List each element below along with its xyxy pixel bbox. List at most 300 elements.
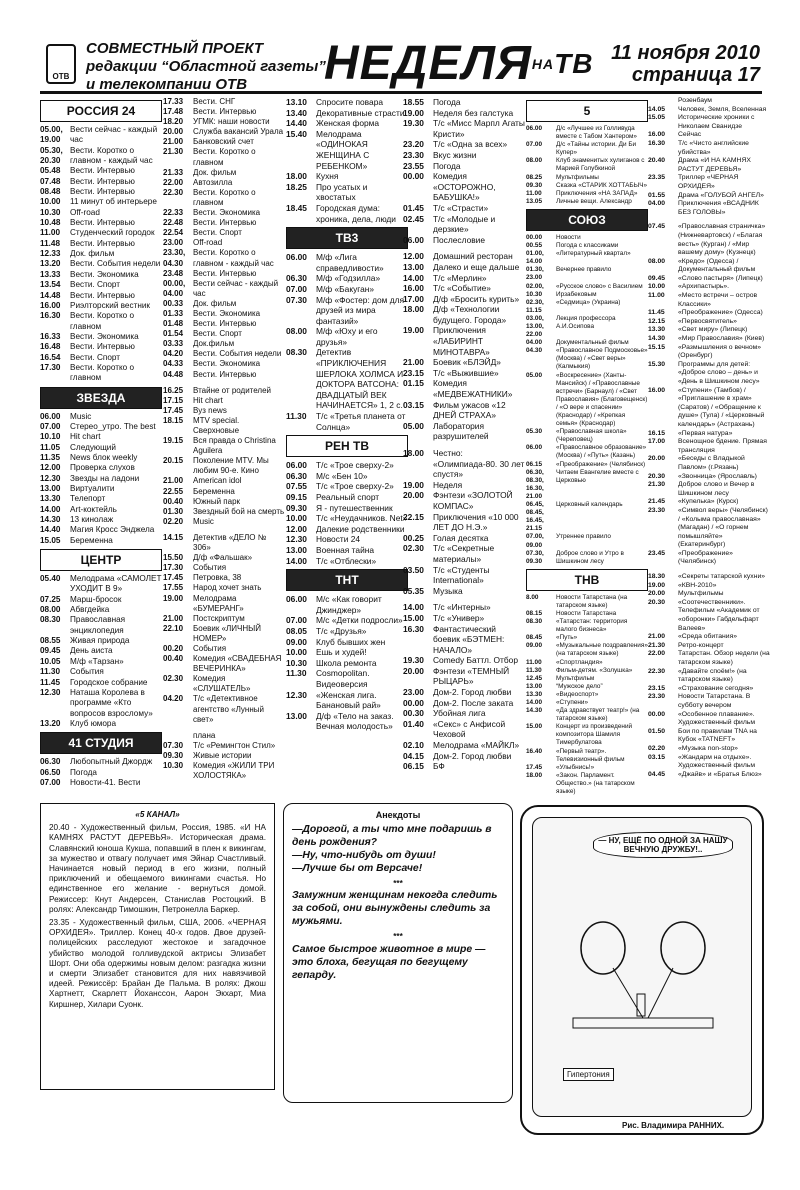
program-row <box>526 174 648 182</box>
cartoon-illustration <box>532 817 752 1117</box>
program-row <box>40 125 162 146</box>
program-title: Погода с классиками <box>556 242 619 250</box>
program-title: Детектив «ПРИКЛЮЧЕНИЯ ШЕРЛОКА ХОЛМСА И ДОКТОРА ВАТСОНА: ДВАДЦАТЫЙ ВЕК НАЧИНАЕТСЯ» 1, 2 с. <box>316 347 404 411</box>
program-title: Утреннее правило <box>556 533 611 541</box>
program-time: 16.54 <box>40 352 61 362</box>
program-title: Документальный фильм <box>556 339 629 347</box>
program-title: «Первая натура» <box>678 429 733 437</box>
program-time: 12.00 <box>286 523 307 534</box>
joke-3: Самое быстрое животное в мире — это блоха, бегущая по бегущему гепарду. <box>292 943 486 981</box>
program-row <box>40 259 162 269</box>
program-row <box>648 157 770 174</box>
program-title: Далекие родственники <box>316 523 405 534</box>
program-time: 20.00 <box>403 490 424 501</box>
program-title: Доброе слово и Утро в Шишкином лесу <box>556 549 624 565</box>
program-title: Боевик «БЛЭЙД» <box>433 357 501 368</box>
program-title: Новости Татарстана. В субботу вечером <box>678 693 751 709</box>
program-time: 10.00 <box>648 283 666 291</box>
program-row <box>286 129 408 171</box>
program-row <box>648 140 770 157</box>
cartoon-credit: Рис. Владимира РАННИХ. <box>622 1121 725 1130</box>
program-time: 18.20 <box>163 117 184 127</box>
program-row <box>40 412 162 422</box>
program-time: 01.00, 14.00 <box>526 250 544 266</box>
program-title: «Русское слово» с Василием Ирзабековым <box>556 282 643 298</box>
program-time: 21.00 <box>163 137 184 147</box>
program-title: «Православное образование» (Москва) / «Путь» (Казань) <box>556 444 647 460</box>
program-row <box>403 751 525 762</box>
program-title: Стерео_утро. The best <box>70 421 156 431</box>
program-row <box>40 536 162 546</box>
program-time: 14.48 <box>40 290 61 300</box>
program-row <box>163 359 285 369</box>
program-title: Новости Татарстана (на татарском языке) <box>556 593 628 609</box>
program-time: 02.20 <box>648 744 666 752</box>
program-time: 01.54 <box>163 329 184 339</box>
program-title: Music <box>70 411 92 421</box>
program-time: 07.55 <box>286 481 307 492</box>
program-row <box>163 644 285 654</box>
program-title: Вести. Спорт <box>193 228 242 238</box>
program-title: Music <box>193 516 214 526</box>
program-row <box>163 168 285 178</box>
program-title: Приключения «ВСАДНИК БЕЗ ГОЛОВЫ» <box>678 200 759 216</box>
channel-header: ЗВЕЗДА <box>40 387 162 409</box>
program-row <box>163 147 285 167</box>
program-row <box>163 624 285 644</box>
program-row <box>163 533 285 553</box>
program-row <box>163 497 285 507</box>
program-row <box>403 273 525 284</box>
issue-date <box>611 42 760 86</box>
program-title: Неделя <box>433 479 463 490</box>
program-row <box>40 301 162 311</box>
program-row <box>286 711 408 732</box>
program-title: Т/с «Трое сверху-2» <box>316 460 394 471</box>
program-title: Втайне от родителей <box>193 385 272 395</box>
program-title: «Женская лига. Банановый рай» <box>316 689 381 711</box>
program-time: 00.00 <box>403 697 424 708</box>
program-time: 04.20 <box>163 694 184 704</box>
masthead-word: НЕДЕЛЯ <box>324 37 532 90</box>
program-time: 10.00 <box>286 513 307 524</box>
program-title: Фэнтези «ТЕМНЫЙ РЫЦАРЬ» <box>433 665 510 687</box>
program-title: Вести. Экономика <box>193 208 261 218</box>
program-time: 16.25 <box>163 385 184 395</box>
program-row <box>648 275 770 284</box>
program-title: Я - путешественник <box>316 502 393 513</box>
jokes-box <box>283 803 513 1103</box>
program-row <box>648 455 770 472</box>
logo-text: ОТВ <box>52 72 70 81</box>
program-time: 20.00 <box>163 127 184 137</box>
program-time: 13.00 <box>403 261 424 272</box>
program-row <box>40 342 162 352</box>
program-row <box>163 436 285 456</box>
program-row <box>40 228 162 238</box>
program-row <box>526 299 648 315</box>
program-row <box>648 650 770 667</box>
program-title: Вести. Интервью <box>70 218 135 228</box>
program-title: Приключения «ЛАБИРИНТ МИНОТАВРА» <box>433 325 490 357</box>
program-row <box>40 525 162 535</box>
program-time: 19.30 <box>403 655 424 666</box>
program-title: Клуб бывших жен <box>316 636 386 647</box>
program-row <box>648 481 770 498</box>
program-title: Музыка <box>433 585 463 596</box>
program-title: Личные вещи. Александр <box>556 197 632 205</box>
program-time: 07.00 <box>286 283 307 294</box>
program-time: 18.45 <box>286 202 307 213</box>
program-title: Погода <box>70 767 97 777</box>
program-time: 06.30 <box>286 273 307 284</box>
program-row <box>40 646 162 656</box>
program-row <box>403 262 525 273</box>
program-time: 11.35 <box>40 452 61 462</box>
program-title: Далеко и еще дальше <box>433 261 520 272</box>
program-title: «Ступени» (Тамбов) / «Приглашение в храм» (Саратов) / «Обращение к душе» (Тула) / «Церковный календарь» (Астрахань) <box>678 386 765 428</box>
program-title: Вести. Коротко о главном <box>70 311 135 331</box>
program-time: 16.00 <box>403 283 424 294</box>
program-time: 17.55 <box>163 583 184 593</box>
program-time: 04.00 <box>526 339 542 347</box>
program-title: Клуб знаменитых хулиганов с Марией Голубкиной <box>556 157 645 173</box>
program-time: 14.30 <box>40 515 61 525</box>
program-title: Д/с «Лучшее из Голливуда вместе с Табом Хантером» <box>556 125 637 141</box>
channel-header: ЦЕНТР <box>40 549 162 571</box>
program-title: Вести. Экономика <box>70 269 139 279</box>
program-title: Абвгдейка <box>70 605 110 615</box>
program-title: Д/ф «Бросить курить» <box>433 293 520 304</box>
program-row <box>286 284 408 295</box>
program-row <box>526 691 648 699</box>
program-row <box>526 610 648 618</box>
project-line-1: СОВМЕСТНЫЙ ПРОЕКТ <box>86 40 264 57</box>
program-time: 17.00 <box>403 293 424 304</box>
program-row <box>648 599 770 633</box>
program-title: Петровка, 38 <box>193 573 242 583</box>
program-time: 04.48 <box>163 369 184 379</box>
program-title: Т/с «Трое сверху-2» <box>316 481 394 492</box>
program-row <box>648 473 770 482</box>
program-time: 07.45 <box>648 223 666 231</box>
program-title: Т/с «Секретные материалы» <box>433 543 495 564</box>
program-time: 22.15 <box>403 511 424 522</box>
program-row <box>403 687 525 698</box>
program-time: 08.00 <box>526 157 542 165</box>
program-time: 06.45, 08.45, 16.45, 21.15 <box>526 501 544 533</box>
program-row <box>526 618 648 634</box>
program-time: 19.30 <box>403 118 424 129</box>
program-time: 12.30 <box>40 473 61 483</box>
program-title: Вести. Интервью <box>70 342 135 352</box>
program-time: 15.00 <box>403 612 424 623</box>
program-time: 20.00 <box>403 665 424 676</box>
program-row <box>648 430 770 439</box>
program-row <box>403 490 525 511</box>
program-time: 11.00 <box>526 658 542 666</box>
program-time: 13.10 <box>286 97 307 107</box>
program-time: 17.33 <box>163 97 184 106</box>
program-title: Поколение MTV. Мы любим 90-е. Кино <box>193 456 269 476</box>
program-time: 11.30 <box>40 667 61 677</box>
program-time: 11.45 <box>40 677 61 687</box>
program-time: 01.48 <box>163 319 184 329</box>
program-title: Детектив «ДЕЛО № 306» <box>193 532 267 553</box>
program-row <box>403 203 525 214</box>
program-time: 17.45 <box>526 763 542 771</box>
program-row <box>526 182 648 190</box>
program-time: 09.45 <box>648 274 666 282</box>
program-time: 03.33 <box>163 339 184 349</box>
program-time: 05.00 <box>526 371 542 379</box>
program-title: Вести. Коротко о главном - каждый час <box>193 248 274 268</box>
program-time: 13.05 <box>526 197 542 205</box>
program-title: Новости-41. Вести <box>70 777 141 787</box>
program-title: News блок weekly <box>70 452 138 462</box>
program-row <box>286 545 408 556</box>
program-time: 10.10 <box>40 432 61 442</box>
program-time: 04.45 <box>648 770 666 778</box>
program-title: Т/с «Интерны» <box>433 602 491 613</box>
program-time: 07.00 <box>526 141 542 149</box>
program-time: 04.15 <box>403 750 424 761</box>
program-title: Т/с «Чисто английские убийства» <box>678 139 749 156</box>
program-time: 11.05 <box>40 442 61 452</box>
program-time: 02.45 <box>403 213 424 224</box>
program-time: 12.00 <box>40 463 61 473</box>
program-row <box>40 363 162 384</box>
program-title: Мелодрама «БУМЕРАНГ» <box>193 593 244 613</box>
program-time <box>163 731 193 741</box>
program-title: Городская дума: хроника, дела, люди <box>316 202 396 224</box>
program-row <box>526 372 648 429</box>
date-text: 11 ноября 2010 <box>611 42 760 64</box>
program-time: 06.15 <box>403 761 424 772</box>
program-row <box>526 642 648 658</box>
program-time: 13.30 <box>648 326 666 334</box>
program-row <box>163 573 285 583</box>
program-time: 10.00 <box>286 647 307 658</box>
program-title: Проверка слухов <box>70 463 135 473</box>
program-title: Приключения «НА ЗАПАД» <box>556 189 638 197</box>
program-row <box>526 461 648 469</box>
schedule-column <box>163 97 285 781</box>
program-time: 09.00 <box>526 642 542 650</box>
program-time: 13.30 <box>40 494 61 504</box>
program-time: 00.30 <box>403 708 424 719</box>
program-row <box>40 270 162 280</box>
program-time: 11.45 <box>648 309 665 317</box>
program-time: 09.30 <box>163 750 184 760</box>
program-time: 16.30 <box>40 311 61 321</box>
program-row <box>40 291 162 301</box>
program-time: 03.15 <box>403 399 424 410</box>
program-title: 11 минут об интерьере <box>70 197 157 207</box>
program-title: «Давайте споём!» (на татарском языке) <box>678 667 747 684</box>
program-title: «Свет миру» (Липецк) <box>678 326 748 334</box>
program-title: Off-road <box>70 207 100 217</box>
program-title: Послесловие <box>433 234 486 245</box>
program-row <box>403 655 525 666</box>
program-time: 13.00 <box>286 544 307 555</box>
program-title: Новости 24 <box>316 534 361 545</box>
program-time: 21.33 <box>163 167 184 177</box>
program-row <box>163 279 285 299</box>
program-time: 12.30 <box>40 687 61 697</box>
program-time: 07.48 <box>40 176 61 186</box>
program-time: 16.15 <box>648 429 666 437</box>
program-time: 15.15 <box>648 343 666 351</box>
program-row <box>403 214 525 235</box>
program-row <box>526 764 648 772</box>
program-time: 08.00 <box>648 257 666 265</box>
program-title: «Музыка non-stop» <box>678 744 738 752</box>
program-title: М/ф «Тарзан» <box>70 656 124 666</box>
program-row <box>648 745 770 754</box>
program-time: 23.00 <box>163 238 184 248</box>
program-row <box>40 177 162 187</box>
program-row <box>403 108 525 119</box>
program-row <box>526 667 648 675</box>
program-row <box>163 178 285 188</box>
program-time: 01.55 <box>648 191 666 199</box>
program-title: Ешь и худей! <box>316 647 367 658</box>
program-row <box>40 757 162 767</box>
program-row <box>286 108 408 119</box>
program-title: «Православная школа» (Череповец) <box>556 428 627 444</box>
program-time: 14.00 <box>286 555 307 566</box>
program-row <box>163 309 285 319</box>
program-time: 08.25 <box>526 173 542 181</box>
channel-header: СОЮЗ <box>526 209 648 231</box>
program-time: 21.00 <box>163 476 184 486</box>
program-title: Кухня <box>316 171 339 182</box>
jokes-title: Анекдоты <box>375 810 421 820</box>
program-time: 02.30, 11.15 <box>526 298 544 314</box>
program-title: “Мужское дело” <box>556 682 603 690</box>
program-row <box>286 524 408 535</box>
program-row <box>163 517 285 527</box>
program-row <box>163 476 285 486</box>
program-row <box>286 503 408 514</box>
channel-header: ТВ3 <box>286 227 408 249</box>
program-title: Вести. СНГ <box>193 97 236 106</box>
program-title: Вести. Интервью <box>193 107 257 117</box>
program-row <box>163 137 285 147</box>
program-time: 03.00, 13.00, 22.00 <box>526 314 544 339</box>
program-row <box>40 311 162 332</box>
program-title: Убойная лига <box>433 708 486 719</box>
program-time: 02.00, 10.30 <box>526 282 544 298</box>
program-time: 16.33 <box>40 331 61 341</box>
program-row <box>40 249 162 259</box>
program-title: Вести. Экономика <box>70 331 139 341</box>
program-title: Комедия «МЕДВЕЖАТНИКИ» <box>433 378 513 400</box>
program-title: «Преображение» (Одесса) <box>678 309 763 317</box>
program-time: 19.15 <box>163 436 184 446</box>
program-time: 14.15 <box>163 532 184 542</box>
program-title: Вести. Экономика <box>193 359 261 369</box>
program-row <box>40 146 162 167</box>
program-title: Comedy Баттл. Отбор <box>433 655 518 666</box>
program-title: Art-коктейль <box>70 504 117 514</box>
program-title: Народ хочет знать <box>193 583 262 593</box>
program-row <box>286 626 408 637</box>
program-row <box>40 218 162 228</box>
program-row <box>526 234 648 242</box>
program-time: 18.00 <box>526 771 542 779</box>
program-title: Т/с «Ремингтон Стил» <box>193 740 276 750</box>
program-row <box>163 208 285 218</box>
program-time: 23.30 <box>648 506 666 514</box>
program-title: «Путь» <box>556 634 578 642</box>
program-time: 12.00 <box>403 251 424 262</box>
cartoon-tv-frame <box>520 805 764 1135</box>
program-row <box>163 228 285 238</box>
program-title: Военная тайна <box>316 544 375 555</box>
program-time: 03.15 <box>648 753 666 761</box>
program-row <box>403 325 525 357</box>
program-title: Off-road <box>193 238 223 248</box>
program-time: 12.45 <box>526 674 542 682</box>
program-row <box>163 456 285 476</box>
program-time: 17.00 <box>648 438 666 446</box>
program-row <box>40 197 162 207</box>
program-row <box>648 550 770 567</box>
program-time: 01.30 <box>163 506 184 516</box>
program-title: Вести. Спорт <box>70 352 121 362</box>
program-row <box>286 203 408 224</box>
masthead-tv: ТВ <box>554 48 594 79</box>
program-time: 20.30 <box>648 472 666 480</box>
program-time: 04.30 <box>526 347 542 355</box>
program-title: М/ф «Фостер: дом для друзей из мира фантазий» <box>316 294 405 326</box>
program-row <box>286 647 408 658</box>
program-title: Вести. Интервью <box>70 290 135 300</box>
program-row <box>403 150 525 161</box>
program-title: Лекция профессора А.И.Осипова <box>556 314 616 330</box>
program-row <box>403 533 525 544</box>
program-title: «Страхование сегодня» <box>678 684 754 692</box>
program-title: Дом-2. После заката <box>433 697 514 708</box>
program-row <box>403 602 525 613</box>
program-title: «Особенное плавание». Художественный фильм <box>678 710 756 727</box>
program-time: 01.33 <box>163 308 184 318</box>
program-row <box>526 125 648 141</box>
program-row <box>286 273 408 284</box>
program-title: Т/с «Студенты International» <box>433 564 490 586</box>
program-title: Т/с «Выжившие» <box>433 367 499 378</box>
program-time: 09.30 <box>286 502 307 513</box>
program-row <box>163 751 285 761</box>
program-row <box>163 507 285 517</box>
program-row <box>526 533 648 549</box>
program-row <box>526 428 648 444</box>
program-time: 11.30 <box>286 668 307 679</box>
program-time: 06.00 <box>403 234 424 245</box>
program-title: Драма «И НА КАМНЯХ РАСТУТ ДЕРЕВЬЯ» <box>678 157 751 173</box>
program-row <box>648 507 770 550</box>
program-time: 11.30 <box>526 666 542 674</box>
program-title: Комедия «ЖИЛИ ТРИ ХОЛОСТЯКА» <box>193 761 275 781</box>
program-title: Вся правда о Christina Aguilera <box>193 436 276 456</box>
speech-bubble: — НУ, ЕЩЁ ПО ОДНОЙ ЗА НАШУ ВЕЧНУЮ ДРУЖБУ!.. <box>593 832 733 858</box>
program-row <box>40 615 162 636</box>
program-time: 14.05 <box>648 105 666 113</box>
program-row <box>403 139 525 150</box>
program-title: «Спортландия» <box>556 658 603 666</box>
